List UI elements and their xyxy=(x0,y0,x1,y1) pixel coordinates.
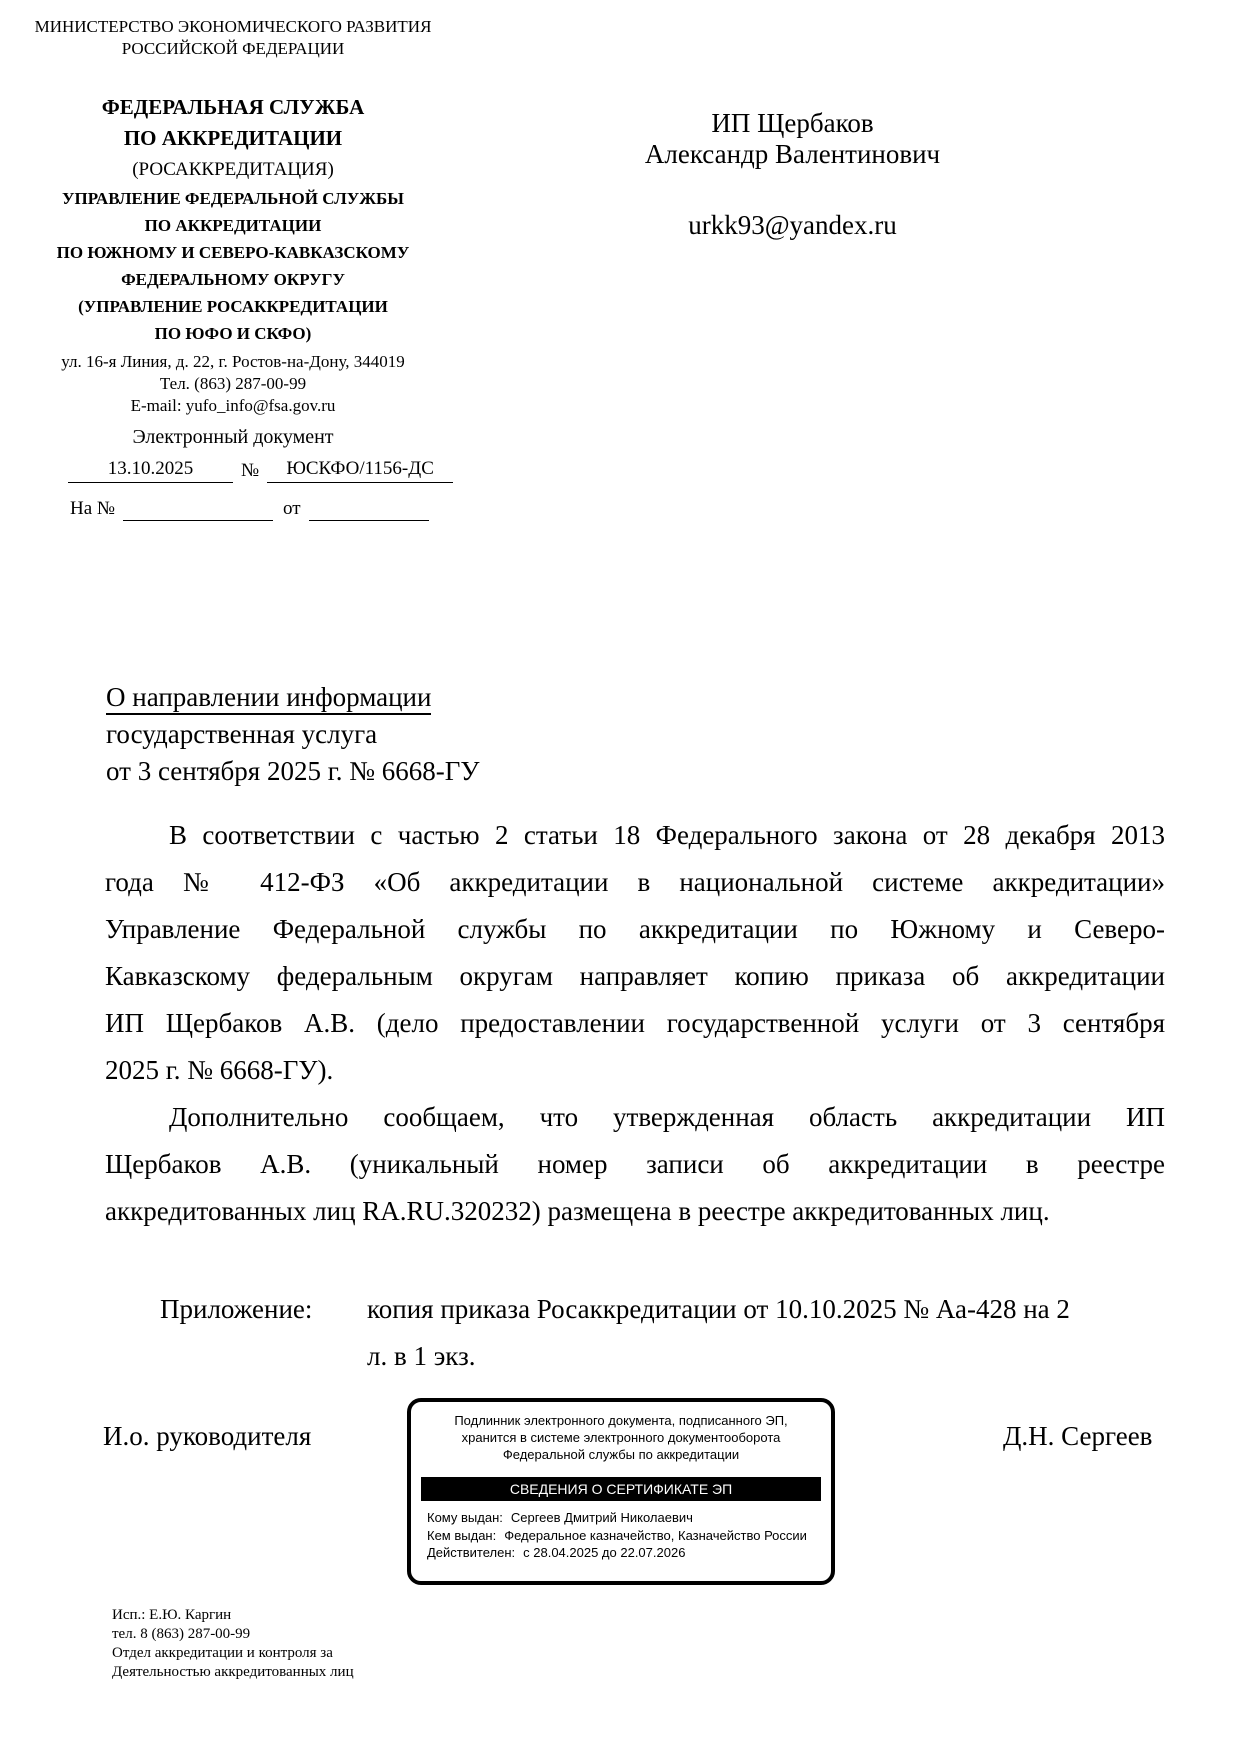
recipient-block xyxy=(620,108,965,241)
subject-date-line: от 3 сентября 2025 г. № 6668-ГУ xyxy=(106,756,480,786)
stamp-validity xyxy=(427,1544,831,1562)
service-line-1: ФЕДЕРАЛЬНАЯ СЛУЖБА xyxy=(101,95,365,119)
doc-number: ЮСКФО/1156-ДС xyxy=(267,457,453,483)
department-name xyxy=(8,185,458,347)
letter-body xyxy=(105,812,1165,1235)
sender-contacts xyxy=(8,351,458,417)
executor-dept-line-2: Деятельностью аккредитованных лиц xyxy=(112,1664,354,1680)
body-line: года № 412-ФЗ «Об аккредитации в национальной системе аккредитации» xyxy=(105,867,1165,897)
service-line-2: ПО АККРЕДИТАЦИИ xyxy=(123,126,343,150)
department-line-1: УПРАВЛЕНИЕ ФЕДЕРАЛЬНОЙ СЛУЖБЫ xyxy=(62,189,404,208)
service-short-name: (РОСАККРЕДИТАЦИЯ) xyxy=(132,159,334,180)
stamp-issued-to xyxy=(427,1509,831,1527)
sender-phone: Тел. (863) 287-00-99 xyxy=(159,374,307,393)
sender-block xyxy=(8,16,458,521)
stamp-issued-to-label: Кому выдан: xyxy=(427,1510,503,1525)
subject-block xyxy=(106,679,479,790)
doc-number-row xyxy=(68,457,458,483)
body-line: аккредитованных лиц RA.RU.320232) размещена в реестре аккредитованных лиц. xyxy=(105,1196,1050,1226)
body-line: ИП Щербаков А.В. (дело предоставлении государственной услуги от 3 сентября xyxy=(105,1008,1165,1038)
subject-title-line xyxy=(106,679,479,716)
department-line-6: ПО ЮФО И СКФО) xyxy=(154,324,312,343)
subject-title: О направлении информации xyxy=(106,682,431,715)
department-line-4: ФЕДЕРАЛЬНОМУ ОКРУГУ xyxy=(121,270,345,289)
ministry-line-1: МИНИСТЕРСТВО ЭКОНОМИЧЕСКОГО РАЗВИТИЯ xyxy=(34,17,432,36)
sender-email: E-mail: yufo_info@fsa.gov.ru xyxy=(130,396,336,415)
executor-phone: тел. 8 (863) 287-00-99 xyxy=(112,1626,251,1642)
body-line: Управление Федеральной службы по аккредитации по Южному и Северо- xyxy=(105,914,1165,944)
body-line: Дополнительно сообщаем, что утвержденная область аккредитации ИП xyxy=(169,1102,1165,1132)
attachment-line-1: копия приказа Росаккредитации от 10.10.2025 № Аа-428 на 2 xyxy=(367,1294,1070,1324)
department-line-5: (УПРАВЛЕНИЕ РОСАККРЕДИТАЦИИ xyxy=(78,297,388,316)
body-line: В соответствии с частью 2 статьи 18 Федерального закона от 28 декабря 2013 xyxy=(169,820,1165,850)
stamp-validity-value: с 28.04.2025 до 22.07.2026 xyxy=(523,1545,686,1560)
body-line: Кавказскому федеральным округам направляет копию приказа об аккредитации xyxy=(105,961,1165,991)
ref-date-blank xyxy=(309,499,429,521)
doc-date: 13.10.2025 xyxy=(68,457,233,483)
department-line-3: ПО ЮЖНОМУ И СЕВЕРО-КАВКАЗСКОМУ xyxy=(56,243,410,262)
recipient-name-line-2: Александр Валентинович xyxy=(644,139,941,169)
number-sign: № xyxy=(241,460,260,481)
stamp-bar-title: СВЕДЕНИЯ О СЕРТИФИКАТЕ ЭП xyxy=(421,1477,821,1501)
ref-number-blank xyxy=(123,499,273,521)
stamp-disclaimer-line-3: Федеральной службы по аккредитации xyxy=(502,1447,740,1462)
executor-name: Исп.: Е.Ю. Каргин xyxy=(112,1607,232,1623)
attachment-line-2: л. в 1 экз. xyxy=(367,1341,476,1371)
body-paragraph-2 xyxy=(105,1094,1165,1235)
ref-label: На № xyxy=(70,498,116,519)
stamp-disclaimer-line-2: хранится в системе электронного документооборота xyxy=(461,1430,781,1445)
recipient-name-line-1: ИП Щербаков xyxy=(711,108,874,138)
stamp-certificate-info xyxy=(427,1509,831,1562)
executor-block xyxy=(112,1606,354,1682)
doc-type-label: Электронный документ xyxy=(132,426,334,448)
attachment-block xyxy=(160,1286,1175,1380)
subject-service-line: государственная услуга xyxy=(106,719,378,749)
sender-address: ул. 16-я Линия, д. 22, г. Ростов-на-Дону, 344019 xyxy=(61,352,405,371)
stamp-issued-by xyxy=(427,1527,831,1545)
attachment-text xyxy=(367,1286,1070,1380)
body-line: 2025 г. № 6668-ГУ). xyxy=(105,1055,334,1085)
stamp-issued-to-value: Сергеев Дмитрий Николаевич xyxy=(510,1510,693,1525)
recipient-spacer xyxy=(620,170,965,210)
body-line: Щербаков А.В. (уникальный номер записи об аккредитации в реестре xyxy=(105,1149,1165,1179)
stamp-issued-by-value: Федеральное казначейство, Казначейство России xyxy=(504,1527,807,1543)
reference-row xyxy=(70,497,458,521)
ministry-name xyxy=(8,16,458,60)
signer-position: И.о. руководителя xyxy=(103,1421,312,1451)
signature-stamp xyxy=(407,1398,835,1585)
stamp-disclaimer xyxy=(411,1412,831,1463)
recipient-email: urkk93@yandex.ru xyxy=(688,210,897,240)
stamp-disclaimer-line-1: Подлинник электронного документа, подписанного ЭП, xyxy=(454,1413,788,1428)
ministry-line-2: РОССИЙСКОЙ ФЕДЕРАЦИИ xyxy=(121,39,345,58)
executor-dept-line-1: Отдел аккредитации и контроля за xyxy=(112,1645,333,1661)
stamp-validity-label: Действителен: xyxy=(427,1545,516,1560)
department-line-2: ПО АККРЕДИТАЦИИ xyxy=(144,216,322,235)
body-paragraph-1 xyxy=(105,812,1165,1094)
signer-name: Д.Н. Сергеев xyxy=(1003,1421,1153,1451)
service-name xyxy=(8,92,458,185)
ref-from-label: от xyxy=(283,498,301,519)
stamp-issued-by-label: Кем выдан: xyxy=(427,1527,497,1543)
attachment-label: Приложение: xyxy=(160,1294,313,1324)
